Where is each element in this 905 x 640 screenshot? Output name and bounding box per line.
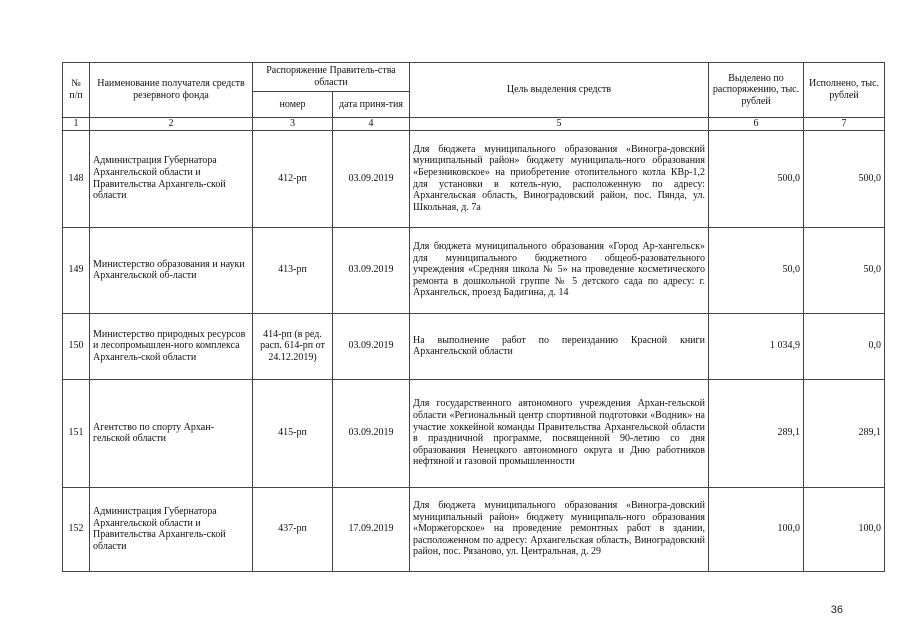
row-executed: 0,0 <box>804 313 885 379</box>
row-purpose: Для бюджета муниципального образования «Виногра-довский муниципальный район» бюджету муниципаль-ного образования «Моржегорское» на проведение ремонтных работ в здании, расположенном по адресу: Архангельская область, Виноградовский район, пос. Рязаново, ул. Центральная, д. 29 <box>410 487 709 571</box>
row-num: 150 <box>63 313 90 379</box>
table-row <box>63 227 885 313</box>
row-recipient: Министерство образования и науки Архангельской об-ласти <box>90 227 253 313</box>
column-number-row <box>63 118 885 131</box>
row-allocated: 289,1 <box>709 379 804 487</box>
row-purpose: Для государственного автономного учреждения Архан-гельской области «Региональный центр спортивной подготовки «Водник» на участие хоккейной команды Правительства Архангельской области в праздничной программе, посвященной 90-летию со дня образования Ненецкого автономного округа и Дню работников нефтяной и газовой промышленности <box>410 379 709 487</box>
row-recipient: Министерство природных ресурсов и лесопромышлен-ного комплекса Архангель-ской области <box>90 313 253 379</box>
header-executed: Исполнено, тыс. рублей <box>804 63 885 118</box>
row-order-no: 413-рп <box>253 227 333 313</box>
row-executed: 500,0 <box>804 130 885 227</box>
row-order-no: 412-рп <box>253 130 333 227</box>
row-date: 03.09.2019 <box>333 379 410 487</box>
row-date: 03.09.2019 <box>333 130 410 227</box>
row-executed: 100,0 <box>804 487 885 571</box>
table-row <box>63 130 885 227</box>
header-order: Распоряжение Правитель-ства области <box>253 63 410 92</box>
row-purpose: На выполнение работ по переизданию Красной книги Архангельской области <box>410 313 709 379</box>
row-executed: 289,1 <box>804 379 885 487</box>
row-order-no: 415-рп <box>253 379 333 487</box>
row-recipient: Администрация Губернатора Архангельской области и Правительства Архангель-ской области <box>90 130 253 227</box>
row-order-no: 414-рп (в ред. расп. 614-рп от 24.12.2019) <box>253 313 333 379</box>
column-number: 2 <box>90 118 253 131</box>
row-allocated: 100,0 <box>709 487 804 571</box>
row-order-no: 437-рп <box>253 487 333 571</box>
row-allocated: 1 034,9 <box>709 313 804 379</box>
row-executed: 50,0 <box>804 227 885 313</box>
table-row <box>63 487 885 571</box>
reserve-fund-table <box>62 62 885 572</box>
table-row <box>63 313 885 379</box>
row-purpose: Для бюджета муниципального образования «Виногра-довский муниципальный район» бюджету муниципаль-ного образования «Березниковское» на приобретение отопительного котла КВр-1,2 для установки в котель-ную, расположенную по адресу: Архангельская область, Виноградовский район, пос. Пянда, ул. Школьная, д. 7а <box>410 130 709 227</box>
column-number: 6 <box>709 118 804 131</box>
header-purpose: Цель выделения средств <box>410 63 709 118</box>
row-recipient: Агентство по спорту Архан-гельской области <box>90 379 253 487</box>
table-row <box>63 379 885 487</box>
column-number: 7 <box>804 118 885 131</box>
column-number: 1 <box>63 118 90 131</box>
column-number: 3 <box>253 118 333 131</box>
header-allocated: Выделено по распоряжению, тыс. рублей <box>709 63 804 118</box>
row-date: 03.09.2019 <box>333 313 410 379</box>
row-allocated: 500,0 <box>709 130 804 227</box>
row-num: 148 <box>63 130 90 227</box>
row-num: 152 <box>63 487 90 571</box>
header-num: № п/п <box>63 63 90 118</box>
row-recipient: Администрация Губернатора Архангельской области и Правительства Архангель-ской области <box>90 487 253 571</box>
row-num: 149 <box>63 227 90 313</box>
column-number: 4 <box>333 118 410 131</box>
header-order-no: номер <box>253 92 333 118</box>
header-order-date: дата приня-тия <box>333 92 410 118</box>
row-purpose: Для бюджета муниципального образования «Город Ар-хангельск» для муниципального бюджетного общеоб-разовательного учреждения «Средняя школа № 5» на проведение косметического ремонта в дошкольной группе № 5 детского сада по адресу: г. Архангельск, проезд Бадигина, д. 14 <box>410 227 709 313</box>
page-number: 36 <box>830 604 843 616</box>
column-number: 5 <box>410 118 709 131</box>
row-date: 17.09.2019 <box>333 487 410 571</box>
row-allocated: 50,0 <box>709 227 804 313</box>
row-num: 151 <box>63 379 90 487</box>
row-date: 03.09.2019 <box>333 227 410 313</box>
header-recipient: Наименование получателя средств резервного фонда <box>90 63 253 118</box>
